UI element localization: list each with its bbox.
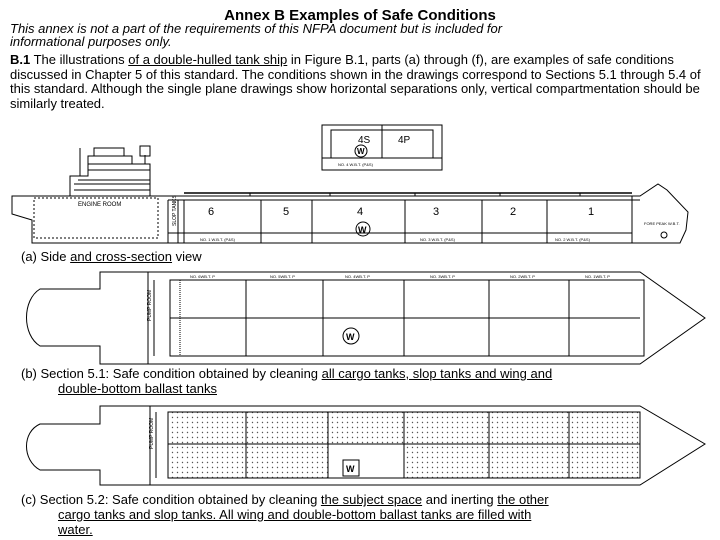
plan-b-label-1: NO. 1WB.T. P — [585, 274, 610, 279]
caption-c-mid: and inerting — [422, 492, 498, 507]
caption-a-prefix: (a) Side — [21, 249, 71, 264]
double-hull-link[interactable]: of a double-hulled tank ship — [128, 52, 288, 67]
tank-number-4: 4 — [357, 206, 364, 218]
side-profile-view — [12, 146, 688, 243]
caption-b-prefix: (b) Section 5.1: Safe condition obtained by cleaning — [21, 366, 322, 381]
tank-number-3: 3 — [433, 206, 440, 218]
caption-a-suffix: view — [172, 249, 202, 264]
paragraph-number: B.1 — [10, 52, 31, 67]
caption-c-line-2: cargo tanks and slop tanks. All wing and double-bottom ballast tanks are filled with — [58, 507, 532, 522]
caption-a — [21, 249, 202, 264]
ballast-label-1: NO. 1 W.B.T. (P&S) — [200, 237, 235, 242]
side-marker-letter: W — [358, 225, 367, 235]
plan-b-marker-letter: W — [346, 332, 355, 342]
caption-c-link-1[interactable]: the subject space — [320, 492, 423, 507]
plan-c-subject-space — [328, 444, 404, 478]
tank-number-6: 6 — [208, 206, 215, 218]
caption-c-link-2[interactable]: the other — [497, 492, 549, 507]
slop-tank-label: SLOP TANKS — [172, 195, 178, 226]
cross-section-label-4p: 4P — [398, 135, 411, 146]
paragraph-text-a: The illustrations — [30, 52, 129, 67]
fore-peak-label: FORE PEAK W.B.T. — [644, 221, 680, 226]
plan-b-label-5: NO. 5WB.T. P — [270, 274, 295, 279]
caption-c-line-3: water. — [58, 522, 93, 537]
caption-b-link-2[interactable]: double-bottom ballast tanks — [58, 381, 217, 396]
tank-number-5: 5 — [283, 206, 290, 218]
cross-section-bottom-label: NO. 4 W.B.T. (P&S) — [338, 162, 373, 167]
caption-c — [21, 492, 711, 537]
plan-view-b — [27, 272, 706, 364]
tank-number-2: 2 — [510, 206, 517, 218]
notice-line-1: This annex is not a part of the requirements of this NFPA document but is included for — [10, 21, 503, 36]
plan-b-pump-room: PUMP ROOM — [147, 289, 153, 321]
tank-number-1: 1 — [588, 206, 595, 218]
cross-section-label-4s: 4S — [358, 135, 371, 146]
caption-a-link[interactable]: and cross-section — [70, 249, 173, 264]
engine-room-label: ENGINE ROOM — [78, 202, 122, 208]
plan-view-c — [27, 406, 706, 485]
ballast-label-3: NO. 2 W.B.T. (P&S) — [555, 237, 590, 242]
caption-c-line-1 — [21, 492, 711, 507]
marker-letter: W — [357, 147, 365, 156]
annex-title: Annex B Examples of Safe Conditions — [224, 7, 496, 24]
plan-b-label-3: NO. 3WB.T. P — [430, 274, 455, 279]
ballast-label-2: NO. 3 W.B.T. (P&S) — [420, 237, 455, 242]
plan-c-pump-room: PUMP ROOM — [149, 417, 155, 449]
caption-b-link-1[interactable]: all cargo tanks, slop tanks and wing and — [321, 366, 553, 381]
caption-c-prefix: (c) Section 5.2: Safe condition obtained by cleaning — [21, 492, 321, 507]
bow-thruster — [661, 232, 667, 238]
caption-b — [21, 366, 711, 396]
notice-line-2: informational purposes only. — [10, 33, 172, 49]
caption-b-line-2 — [21, 381, 711, 396]
plan-b-label-4: NO. 4WB.T. P — [345, 274, 370, 279]
caption-b-line-1 — [21, 366, 711, 381]
plan-b-label-6: NO. 6WB.T. P — [190, 274, 215, 279]
plan-c-marker-letter: W — [346, 464, 355, 474]
cross-section-view — [322, 125, 442, 170]
funnel-top — [140, 146, 150, 156]
plan-b-label-2: NO. 2WB.T. P — [510, 274, 535, 279]
paragraph-text-b: in Figure B.1, parts (a) through (f), are examples of safe conditions discussed in Chapter 5 of this standard. The conditions shown in the drawings correspond to Sections 5.1 through 5.4 of this standard. Although the single plane drawings show horizontal separations only, vertical compartmentation should be similarly treated. — [10, 52, 701, 111]
